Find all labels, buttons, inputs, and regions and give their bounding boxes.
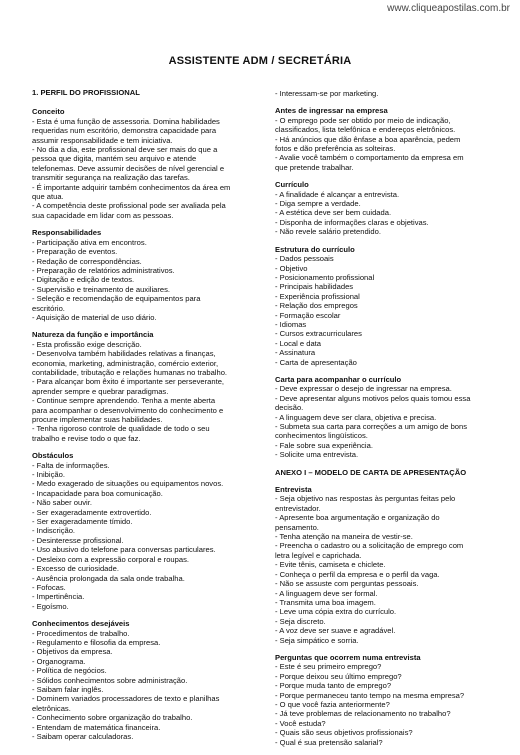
text-line: requeridas num escritório, demonstra capacidade para	[32, 126, 217, 136]
text-line: - Tenha rigoroso controle de qualidade de todo o seu	[32, 424, 210, 434]
text-line: - Falta de informações.	[32, 460, 110, 470]
text-line: - O que você fazia anteriormente?	[275, 699, 390, 709]
text-line: - Para alcançar bom êxito é importante ser perseverante,	[32, 377, 225, 387]
text-line: - Idiomas	[275, 319, 307, 329]
text-line: - Sólidos conhecimentos sobre administração.	[32, 675, 188, 685]
text-line: - Supervisão e treinamento de auxiliares.	[32, 284, 171, 294]
text-line: - Medo exagerado de situações ou equipamentos novos.	[32, 479, 224, 489]
section-heading: 1. PERFIL DO PROFISSIONAL	[32, 88, 140, 97]
site-watermark: www.cliqueapostilas.com.br	[387, 3, 510, 14]
text-line: - Diga sempre a verdade.	[275, 199, 361, 209]
text-line: - Fofocas.	[32, 582, 66, 592]
text-line: - Este é seu primeiro emprego?	[275, 662, 382, 672]
section-heading: Perguntas que ocorrem numa entrevista	[275, 652, 421, 662]
text-line: - Ser exageradamente extrovertido.	[32, 507, 152, 517]
section	[275, 468, 497, 477]
text-line: - Egoísmo.	[32, 601, 69, 611]
text-line: - Continue sempre aprendendo. Tenha a mente aberta	[32, 396, 216, 406]
text-line: classificados, lista telefônica e endereços eletrônicos.	[275, 125, 456, 135]
section-heading: Antes de ingressar na empresa	[275, 106, 388, 116]
text-line: - É importante adquirir também conhecimentos da área em	[32, 182, 231, 192]
section-heading: Obstáculos	[32, 451, 74, 461]
document-title: ASSISTENTE ADM / SECRETÁRIA	[168, 55, 352, 67]
text-line: - Entendam de matemática financeira.	[32, 722, 161, 732]
section-heading: Carta para acompanhar o currículo	[275, 374, 402, 384]
text-line: - Uso abusivo do telefone para conversas particulares.	[32, 545, 216, 555]
text-line: escritório.	[32, 303, 65, 313]
text-line: - Fale sobre sua experiência.	[275, 440, 373, 450]
text-line: - Já teve problemas de relacionamento no trabalho?	[275, 709, 451, 719]
text-line: - Seja discreto.	[275, 616, 326, 626]
text-line: assumir responsabilidade e tem iniciativa.	[32, 135, 173, 145]
text-line: - Esta profissão exige descrição.	[32, 339, 142, 349]
text-line: - Relação dos empregos	[275, 301, 358, 311]
text-line: - Evite tênis, camiseta e chiclete.	[275, 560, 386, 570]
text-line: - Ser exageradamente tímido.	[32, 517, 133, 527]
text-line: - Dominem variados processadores de texto e planilhas	[32, 694, 220, 704]
text-line: sua capacidade em lidar com as pessoas.	[32, 210, 174, 220]
text-line: - Você estuda?	[275, 718, 326, 728]
text-line: - Saibam falar inglês.	[32, 684, 104, 694]
text-line: entrevistador.	[275, 503, 321, 513]
text-line: - Desenvolva também habilidades relativas a finanças,	[32, 349, 216, 359]
text-line: pessoa que digita, mantém seu arquivo e atende	[32, 154, 197, 164]
text-line: pensamento.	[275, 522, 319, 532]
text-line: - Organograma.	[32, 656, 86, 666]
text-line: - Seja objetivo nas respostas às perguntas feitas pelo	[275, 494, 456, 504]
text-line: - Leve uma cópia extra do currículo.	[275, 607, 397, 617]
section	[275, 245, 497, 367]
right-column	[275, 89, 497, 755]
text-line: - Excesso de curiosidade.	[32, 564, 119, 574]
text-line: - Regulamento e filosofia da empresa.	[32, 637, 161, 647]
text-line: economia, marketing, administração, comércio exterior,	[32, 358, 219, 368]
left-column	[32, 88, 254, 749]
section	[32, 107, 254, 220]
text-line: - Objetivo	[275, 263, 308, 273]
text-line: contabilidade, tributação e relações humanas no trabalho.	[32, 367, 228, 377]
text-line: - Não se assuste com perguntas pessoais.	[275, 579, 419, 589]
text-line: conhecimentos lingüísticos.	[275, 431, 368, 441]
text-line: - Aquisição de material de uso diário.	[32, 312, 157, 322]
text-line: - Posicionamento profissional	[275, 272, 375, 282]
section	[275, 106, 497, 172]
text-line: - A linguagem deve ser clara, objetiva e precisa.	[275, 412, 437, 422]
text-line: - Preencha o cadastro ou a solicitação de emprego com	[275, 541, 464, 551]
text-line: que pretende trabalhar.	[275, 162, 354, 172]
text-line: - A finalidade é alcançar a entrevista.	[275, 189, 400, 199]
section	[275, 180, 497, 236]
section	[275, 653, 497, 747]
text-line: - Qual é sua pretensão salarial?	[275, 737, 383, 747]
text-line: - Há anúncios que dão ênfase a boa aparência, pedem	[275, 134, 461, 144]
text-line: - Carta de apresentação	[275, 357, 357, 367]
text-line: - A linguagem deve ser formal.	[275, 588, 378, 598]
text-line: - Preparação de eventos.	[32, 247, 118, 257]
text-line: - Tenha atenção na maneira de vestir-se.	[275, 532, 413, 542]
section	[275, 375, 497, 460]
text-line: - Não revele salário pretendido.	[275, 227, 381, 237]
text-line: - Conhecimento sobre organização do trabalho.	[32, 713, 193, 723]
section-heading: Natureza da função e importância	[32, 330, 154, 340]
section	[32, 330, 254, 443]
text-line: - Solicite uma entrevista.	[275, 450, 359, 460]
text-line: trabalho e revise todo o que faz.	[32, 433, 141, 443]
text-line: - Deve apresentar alguns motivos pelos quais tomou essa	[275, 393, 471, 403]
section-heading: Conceito	[32, 107, 65, 117]
section-heading: Currículo	[275, 180, 309, 190]
text-line: - Transmita uma boa imagem.	[275, 597, 376, 607]
text-line: - Esta é uma função de assessoria. Domina habilidades	[32, 116, 220, 126]
text-line: - A estética deve ser bem cuidada.	[275, 208, 392, 218]
text-line: - Procedimentos de trabalho.	[32, 628, 130, 638]
text-line: - Participação ativa em encontros.	[32, 237, 147, 247]
text-line: que atua.	[32, 192, 64, 202]
text-line: - No dia a dia, este profissional deve ser mais do que a	[32, 145, 218, 155]
text-line: - Cursos extracurriculares	[275, 329, 362, 339]
text-line: - Indiscrição.	[32, 526, 76, 536]
text-line: - A voz deve ser suave e agradável.	[275, 626, 396, 636]
text-line: - Local e data	[275, 338, 322, 348]
text-line: - Objetivos da empresa.	[32, 647, 113, 657]
text-line: - A competência deste profissional pode ser avaliada pela	[32, 201, 226, 211]
section	[32, 88, 254, 97]
text-line: procure implementar suas habilidades.	[32, 415, 163, 424]
text-line: - Digitação e edição de textos.	[32, 275, 135, 285]
text-line: decisão.	[275, 403, 304, 413]
text-line: - Desleixo com a expressão corporal e roupas.	[32, 554, 190, 564]
text-line: - Não saber ouvir.	[32, 498, 92, 508]
text-line: - O emprego pode ser obtido por meio de indicação,	[275, 115, 451, 125]
text-line: - Dados pessoais	[275, 254, 334, 264]
text-line: - Ausência prolongada da sala onde trabalha.	[32, 573, 185, 583]
text-line: eletrônicas.	[32, 703, 71, 713]
text-line: - Política de negócios.	[32, 666, 107, 676]
text-line: - Porque deixou seu último emprego?	[275, 671, 402, 681]
section-heading: Conhecimentos desejáveis	[32, 619, 130, 629]
text-line: fotos e dão preferência as solteiras.	[275, 144, 396, 154]
text-line: - Seleção e recomendação de equipamentos para	[32, 294, 201, 304]
text-line: - Seja simpático e sorria.	[275, 635, 359, 645]
text-line: - Deve expressar o desejo de ingressar na empresa.	[275, 384, 452, 394]
text-line: - Experiência profissional	[275, 291, 360, 301]
text-line: - Incapacidade para boa comunicação.	[32, 488, 163, 498]
text-line: - Submeta sua carta para correções a um amigo de bons	[275, 422, 468, 431]
text-line: - Quais são seus objetivos profissionais?	[275, 728, 413, 738]
text-line: telefonemas. Deve assumir decisões de nível gerencial e	[32, 163, 225, 173]
text-line: - Conheça o perfil da empresa e o perfil da vaga.	[275, 569, 440, 579]
text-line: - Principais habilidades	[275, 282, 354, 292]
text-line: letra legível e caprichada.	[275, 550, 362, 560]
text-line: - Apresente boa argumentação e organização do	[275, 513, 440, 523]
section	[32, 228, 254, 322]
text-line: transmitir segurança na realização das tarefas.	[32, 173, 190, 183]
section	[275, 89, 497, 98]
text-line: para acompanhar o desenvolvimento do conhecimento e	[32, 405, 224, 415]
text-line: - Disponha de informações claras e objetivas.	[275, 217, 429, 227]
text-line: - Desinteresse profissional.	[32, 535, 124, 545]
text-line: - Impertinência.	[32, 592, 85, 602]
text-line: - Avalie você também o comportamento da empresa em	[275, 153, 464, 163]
text-line: - Redação de correspondências.	[32, 256, 142, 266]
section-heading: Responsabilidades	[32, 228, 102, 238]
text-line: - Saibam operar calculadoras.	[32, 732, 134, 741]
text-line: - Interessam-se por marketing.	[275, 89, 379, 98]
text-line: - Inibição.	[32, 470, 65, 480]
text-line: - Porque muda tanto de emprego?	[275, 681, 392, 691]
section	[32, 451, 254, 611]
section-heading: Estrutura do currículo	[275, 244, 355, 254]
text-line: - Preparação de relatórios administrativos.	[32, 265, 175, 275]
text-line: - Formação escolar	[275, 310, 341, 320]
text-line: - Assinatura	[275, 348, 316, 358]
section-heading: ANEXO I – MODELO DE CARTA DE APRESENTAÇÃO	[275, 467, 467, 477]
text-line: aprender sempre e quebrar paradigmas.	[32, 386, 169, 396]
text-line: - Porque permaneceu tanto tempo na mesma empresa?	[275, 690, 465, 700]
section	[32, 619, 254, 741]
section	[275, 485, 497, 645]
section-heading: Entrevista	[275, 485, 312, 495]
